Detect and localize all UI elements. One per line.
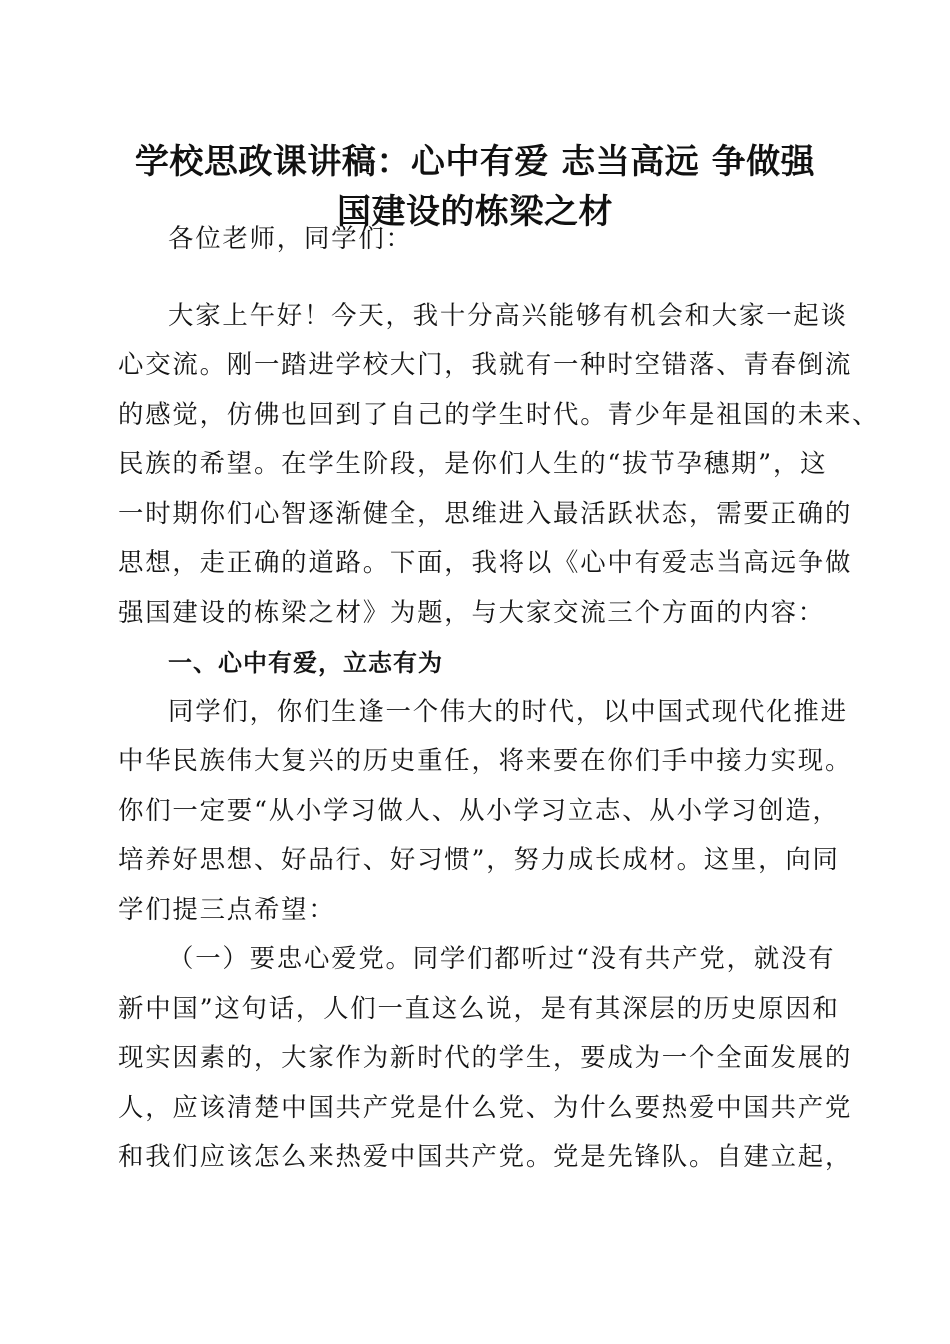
section-1-line: 你们一定要“从小学习做人、从小学习立志、从小学习创造， <box>118 795 840 825</box>
intro-line: 的感觉，仿佛也回到了自己的学生时代。青少年是祖国的未来、 <box>118 399 880 429</box>
intro-line: 强国建设的栋梁之材》为题，与大家交流三个方面的内容： <box>118 597 825 627</box>
point-1-line: 新中国”这句话，人们一直这么说，是有其深层的历史原因和 <box>118 993 840 1023</box>
section-1-line: 培养好思想、好品行、好习惯”，努力成长成材。这里，向同 <box>118 844 840 874</box>
section-1-line: 学们提三点希望： <box>118 894 336 924</box>
point-1-line: （一）要忠心爱党。同学们都听过“没有共产党，就没有 <box>168 943 836 973</box>
point-1-line: 现实因素的，大家作为新时代的学生，要成为一个全面发展的 <box>118 1042 853 1072</box>
point-1-line: 人，应该清楚中国共产党是什么党、为什么要热爱中国共产党 <box>118 1092 853 1122</box>
intro-line: 大家上午好！今天，我十分高兴能够有机会和大家一起谈 <box>168 300 848 330</box>
intro-line: 民族的希望。在学生阶段，是你们人生的“拔节孕穗期”，这 <box>118 448 828 478</box>
point-1-line: 和我们应该怎么来热爱中国共产党。党是先锋队。自建立起， <box>118 1141 853 1171</box>
section-1-heading: 一、心中有爱，立志有为 <box>168 649 443 677</box>
intro-line: 心交流。刚一踏进学校大门，我就有一种时空错落、青春倒流 <box>118 349 853 379</box>
section-1-line: 同学们，你们生逢一个伟大的时代，以中国式现代化推进 <box>168 696 848 726</box>
section-1-line: 中华民族伟大复兴的历史重任，将来要在你们手中接力实现。 <box>118 745 853 775</box>
intro-line: 思想，走正确的道路。下面，我将以《心中有爱志当高远争做 <box>118 547 853 577</box>
document-title-line-1: 学校思政课讲稿：心中有爱 志当高远 争做强 <box>134 142 816 182</box>
intro-line: 一时期你们心智逐渐健全，思维进入最活跃状态，需要正确的 <box>118 498 853 528</box>
document-title-line-2: 国建设的栋梁之材 <box>337 192 613 232</box>
salutation: 各位老师，同学们： <box>168 223 413 253</box>
